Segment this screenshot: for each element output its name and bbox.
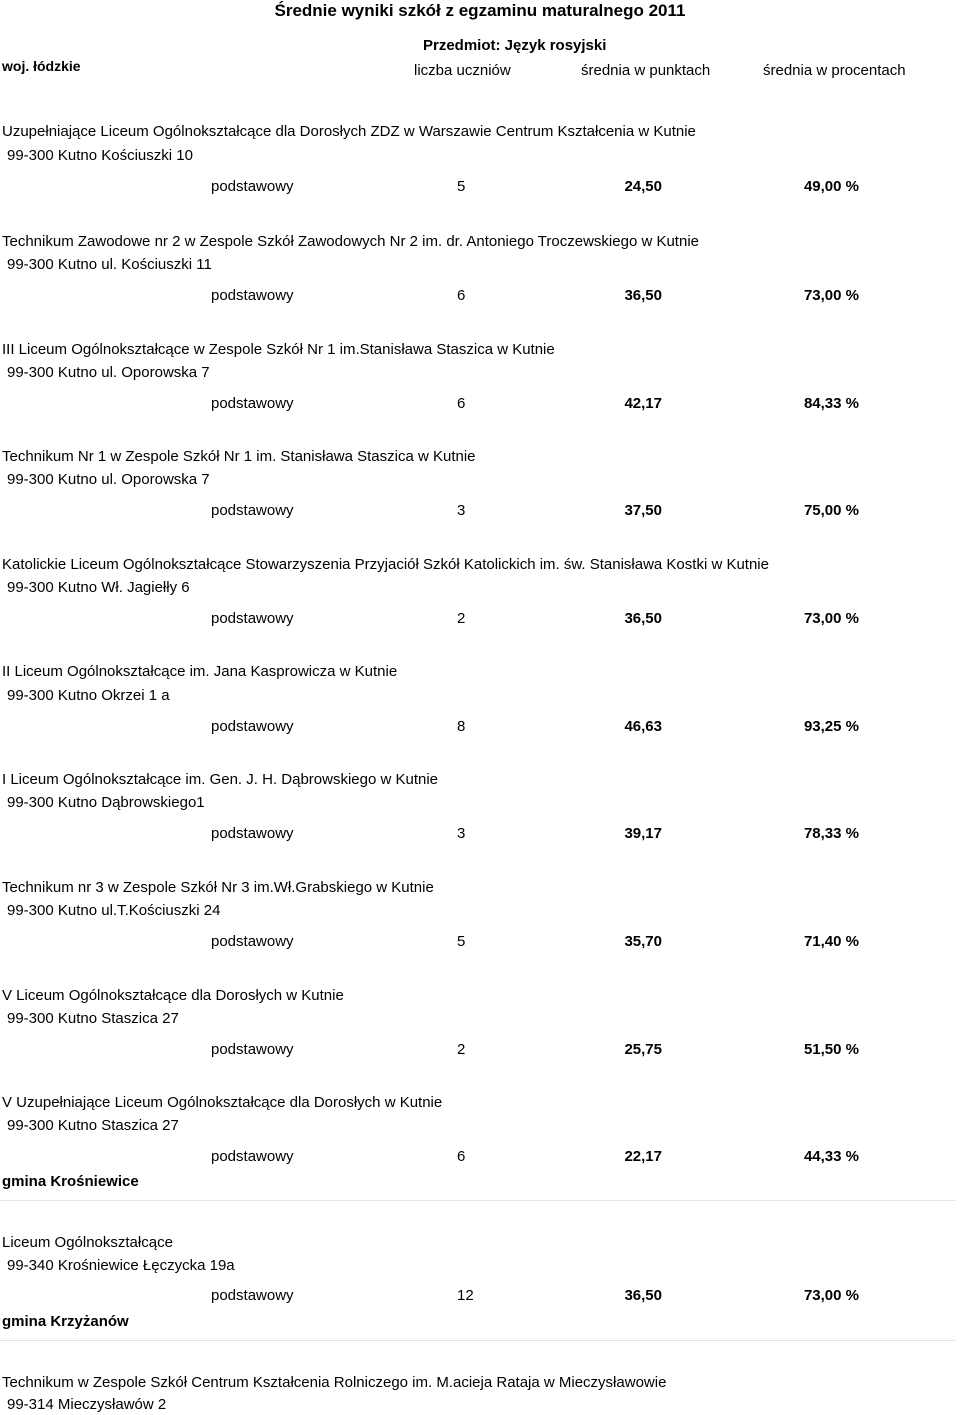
student-count: 8 — [457, 718, 466, 735]
average-points: 37,50 — [624, 502, 662, 519]
school-address: 99-300 Kutno ul. Kościuszki 11 — [7, 256, 212, 273]
school-address: 99-300 Kutno Kościuszki 10 — [7, 147, 193, 164]
school-name: I Liceum Ogólnokształcące im. Gen. J. H. Dąbrowskiego w Kutnie — [2, 771, 439, 788]
student-count: 3 — [457, 825, 466, 842]
average-percent: 75,00 % — [803, 502, 859, 519]
exam-level: podstawowy — [211, 287, 294, 304]
school-name: Technikum nr 3 w Zespole Szkół Nr 3 im.Wł.Grabskiego w Kutnie — [2, 879, 434, 896]
student-count: 5 — [457, 178, 466, 195]
average-points: 36,50 — [624, 287, 662, 304]
school-address: 99-300 Kutno Staszica 27 — [7, 1117, 179, 1134]
average-percent: 73,00 % — [803, 610, 859, 627]
column-header-student-count: liczba uczniów — [414, 62, 511, 79]
gmina-subtotal-label: gmina Krzyżanów — [2, 1313, 129, 1330]
exam-level: podstawowy — [211, 178, 294, 195]
average-points: 22,17 — [624, 1148, 662, 1165]
exam-level: podstawowy — [211, 502, 294, 519]
school-address: 99-300 Kutno ul.T.Kościuszki 24 — [7, 902, 221, 919]
average-percent: 71,40 % — [803, 933, 859, 950]
average-percent: 73,00 % — [803, 287, 859, 304]
average-points: 35,70 — [624, 933, 662, 950]
average-points: 24,50 — [624, 178, 662, 195]
column-header-average-percent: średnia w procentach — [763, 62, 906, 79]
exam-level: podstawowy — [211, 825, 294, 842]
exam-level: podstawowy — [211, 1041, 294, 1058]
school-name: Katolickie Liceum Ogólnokształcące Stowarzyszenia Przyjaciół Szkół Katolickich im. św. Stanisława Kostki w Kutnie — [2, 556, 769, 573]
average-percent: 51,50 % — [803, 1041, 859, 1058]
exam-level: podstawowy — [211, 718, 294, 735]
average-percent: 73,00 % — [803, 1287, 859, 1304]
school-address: 99-300 Kutno Dąbrowskiego1 — [7, 794, 205, 811]
school-name: V Uzupełniające Liceum Ogólnokształcące dla Dorosłych w Kutnie — [2, 1094, 443, 1111]
student-count: 6 — [457, 287, 466, 304]
average-points: 25,75 — [624, 1041, 662, 1058]
school-address: 99-300 Kutno ul. Oporowska 7 — [7, 471, 210, 488]
exam-level: podstawowy — [211, 610, 294, 627]
exam-level: podstawowy — [211, 1148, 294, 1165]
student-count: 5 — [457, 933, 466, 950]
average-percent: 93,25 % — [803, 718, 859, 735]
school-address: 99-300 Kutno Okrzei 1 a — [7, 687, 170, 704]
page-title: Średnie wyniki szkół z egzaminu maturalnego 2011 — [274, 1, 686, 20]
section-divider — [0, 1200, 955, 1201]
gmina-subtotal-label: gmina Krośniewice — [2, 1173, 139, 1190]
average-points: 42,17 — [624, 395, 662, 412]
school-name: Technikum Nr 1 w Zespole Szkół Nr 1 im. Stanisława Staszica w Kutnie — [2, 448, 476, 465]
school-address: 99-340 Krośniewice Łęczycka 19a — [7, 1257, 235, 1274]
school-name: Liceum Ogólnokształcące — [2, 1234, 173, 1251]
average-percent: 84,33 % — [803, 395, 859, 412]
average-points: 39,17 — [624, 825, 662, 842]
school-name: II Liceum Ogólnokształcące im. Jana Kasprowicza w Kutnie — [2, 663, 398, 680]
student-count: 6 — [457, 1148, 466, 1165]
student-count: 12 — [457, 1287, 474, 1304]
section-divider — [0, 1340, 955, 1341]
subject-label: Przedmiot: Język rosyjski — [423, 37, 607, 54]
school-address: 99-300 Kutno Wł. Jagiełły 6 — [7, 579, 190, 596]
average-percent: 78,33 % — [803, 825, 859, 842]
column-header-average-points: średnia w punktach — [581, 62, 711, 79]
average-percent: 49,00 % — [803, 178, 859, 195]
student-count: 6 — [457, 395, 466, 412]
exam-level: podstawowy — [211, 1287, 294, 1304]
student-count: 2 — [457, 610, 466, 627]
school-name: III Liceum Ogólnokształcące w Zespole Szkół Nr 1 im.Stanisława Staszica w Kutnie — [2, 341, 555, 358]
school-name: Technikum w Zespole Szkół Centrum Kształcenia Rolniczego im. M.acieja Rataja w Mieczysławowie — [2, 1374, 667, 1391]
school-name: V Liceum Ogólnokształcące dla Dorosłych w Kutnie — [2, 987, 344, 1004]
school-name: Uzupełniające Liceum Ogólnokształcące dla Dorosłych ZDZ w Warszawie Centrum Kształcenia w Kutnie — [2, 123, 696, 140]
exam-level: podstawowy — [211, 933, 294, 950]
school-address: 99-300 Kutno ul. Oporowska 7 — [7, 364, 210, 381]
average-points: 46,63 — [624, 718, 662, 735]
student-count: 3 — [457, 502, 466, 519]
average-points: 36,50 — [624, 1287, 662, 1304]
exam-level: podstawowy — [211, 395, 294, 412]
region-label: woj. łódzkie — [2, 58, 81, 74]
average-points: 36,50 — [624, 610, 662, 627]
average-percent: 44,33 % — [803, 1148, 859, 1165]
student-count: 2 — [457, 1041, 466, 1058]
school-name: Technikum Zawodowe nr 2 w Zespole Szkół Zawodowych Nr 2 im. dr. Antoniego Troczewskiego w Kutnie — [2, 233, 699, 250]
school-address: 99-314 Mieczysławów 2 — [7, 1396, 167, 1413]
school-address: 99-300 Kutno Staszica 27 — [7, 1010, 179, 1027]
